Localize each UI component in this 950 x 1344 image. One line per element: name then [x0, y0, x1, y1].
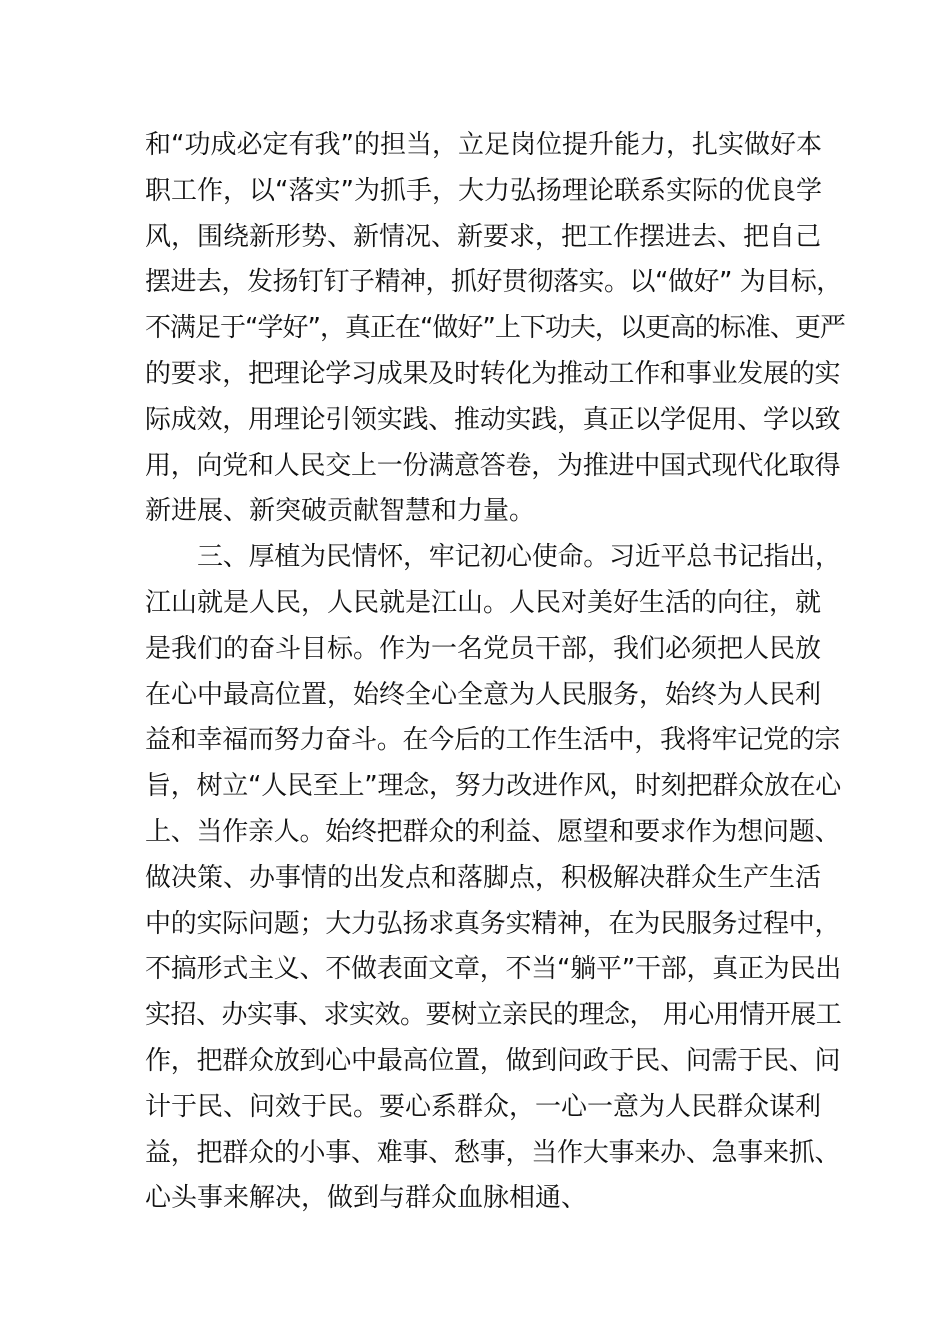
paragraph-2 — [145, 535, 845, 1222]
text-line: 职工作，以“落实”为抓手，大力弘扬理论联系实际的优良学 — [145, 175, 822, 206]
text-line: 上、当作亲人。始终把群众的利益、愿望和要求作为想问题、 — [145, 816, 841, 847]
text-line: 新进展、新突破贡献智慧和力量。 — [145, 496, 536, 527]
text-line: 和“功成必定有我”的担当，立足岗位提升能力，扎实做好本 — [145, 130, 822, 160]
text-line: 摆进去，发扬钉钉子精神，抓好贯彻落实。以“做好” 为目标， — [145, 267, 842, 298]
text-line: 旨，树立“人民至上”理念，努力改进作风，时刻把群众放在心 — [145, 771, 841, 802]
text-line: 做决策、办事情的出发点和落脚点，积极解决群众生产生活 — [145, 862, 822, 893]
text-line: 不搞形式主义、不做表面文章，不当“躺平”干部，真正为民出 — [145, 954, 841, 985]
body-text — [145, 123, 845, 1222]
text-line: 在心中最高位置，始终全心全意为人民服务，始终为人民利 — [145, 679, 822, 710]
text-line: 益，把群众的小事、难事、愁事，当作大事来办、急事来抓、 — [145, 1137, 841, 1168]
text-line: 风，围绕新形势、新情况、新要求，把工作摆进去、把自己 — [145, 221, 822, 252]
text-line: 益和幸福而努力奋斗。在今后的工作生活中，我将牢记党的宗 — [145, 725, 841, 756]
text-line: 的要求，把理论学习成果及时转化为推动工作和事业发展的实 — [145, 358, 841, 389]
text-line: 不满足于“学好”，真正在“做好”上下功夫，以更高的标准、更严 — [145, 313, 845, 344]
paragraph-1 — [145, 123, 845, 535]
text-line: 中的实际问题；大力弘扬求真务实精神，在为民服务过程中， — [145, 908, 841, 939]
text-line: 实招、办实事、求实效。要树立亲民的理念， 用心用情开展工 — [145, 1000, 842, 1031]
text-line: 用，向党和人民交上一份满意答卷，为推进中国式现代化取得 — [145, 450, 841, 481]
text-line: 计于民、问效于民。要心系群众，一心一意为人民群众谋利 — [145, 1091, 822, 1122]
text-line: 三、厚植为民情怀，牢记初心使命。习近平总书记指出， — [197, 542, 841, 573]
text-line: 是我们的奋斗目标。作为一名党员干部，我们必须把人民放 — [145, 633, 822, 664]
text-line: 作，把群众放到心中最高位置，做到问政于民、问需于民、问 — [145, 1045, 841, 1076]
text-line: 心头事来解决，做到与群众血脉相通、 — [145, 1183, 588, 1214]
text-line: 际成效，用理论引领实践、推动实践，真正以学促用、学以致 — [145, 404, 841, 435]
text-line: 江山就是人民，人民就是江山。人民对美好生活的向往，就 — [145, 587, 822, 618]
